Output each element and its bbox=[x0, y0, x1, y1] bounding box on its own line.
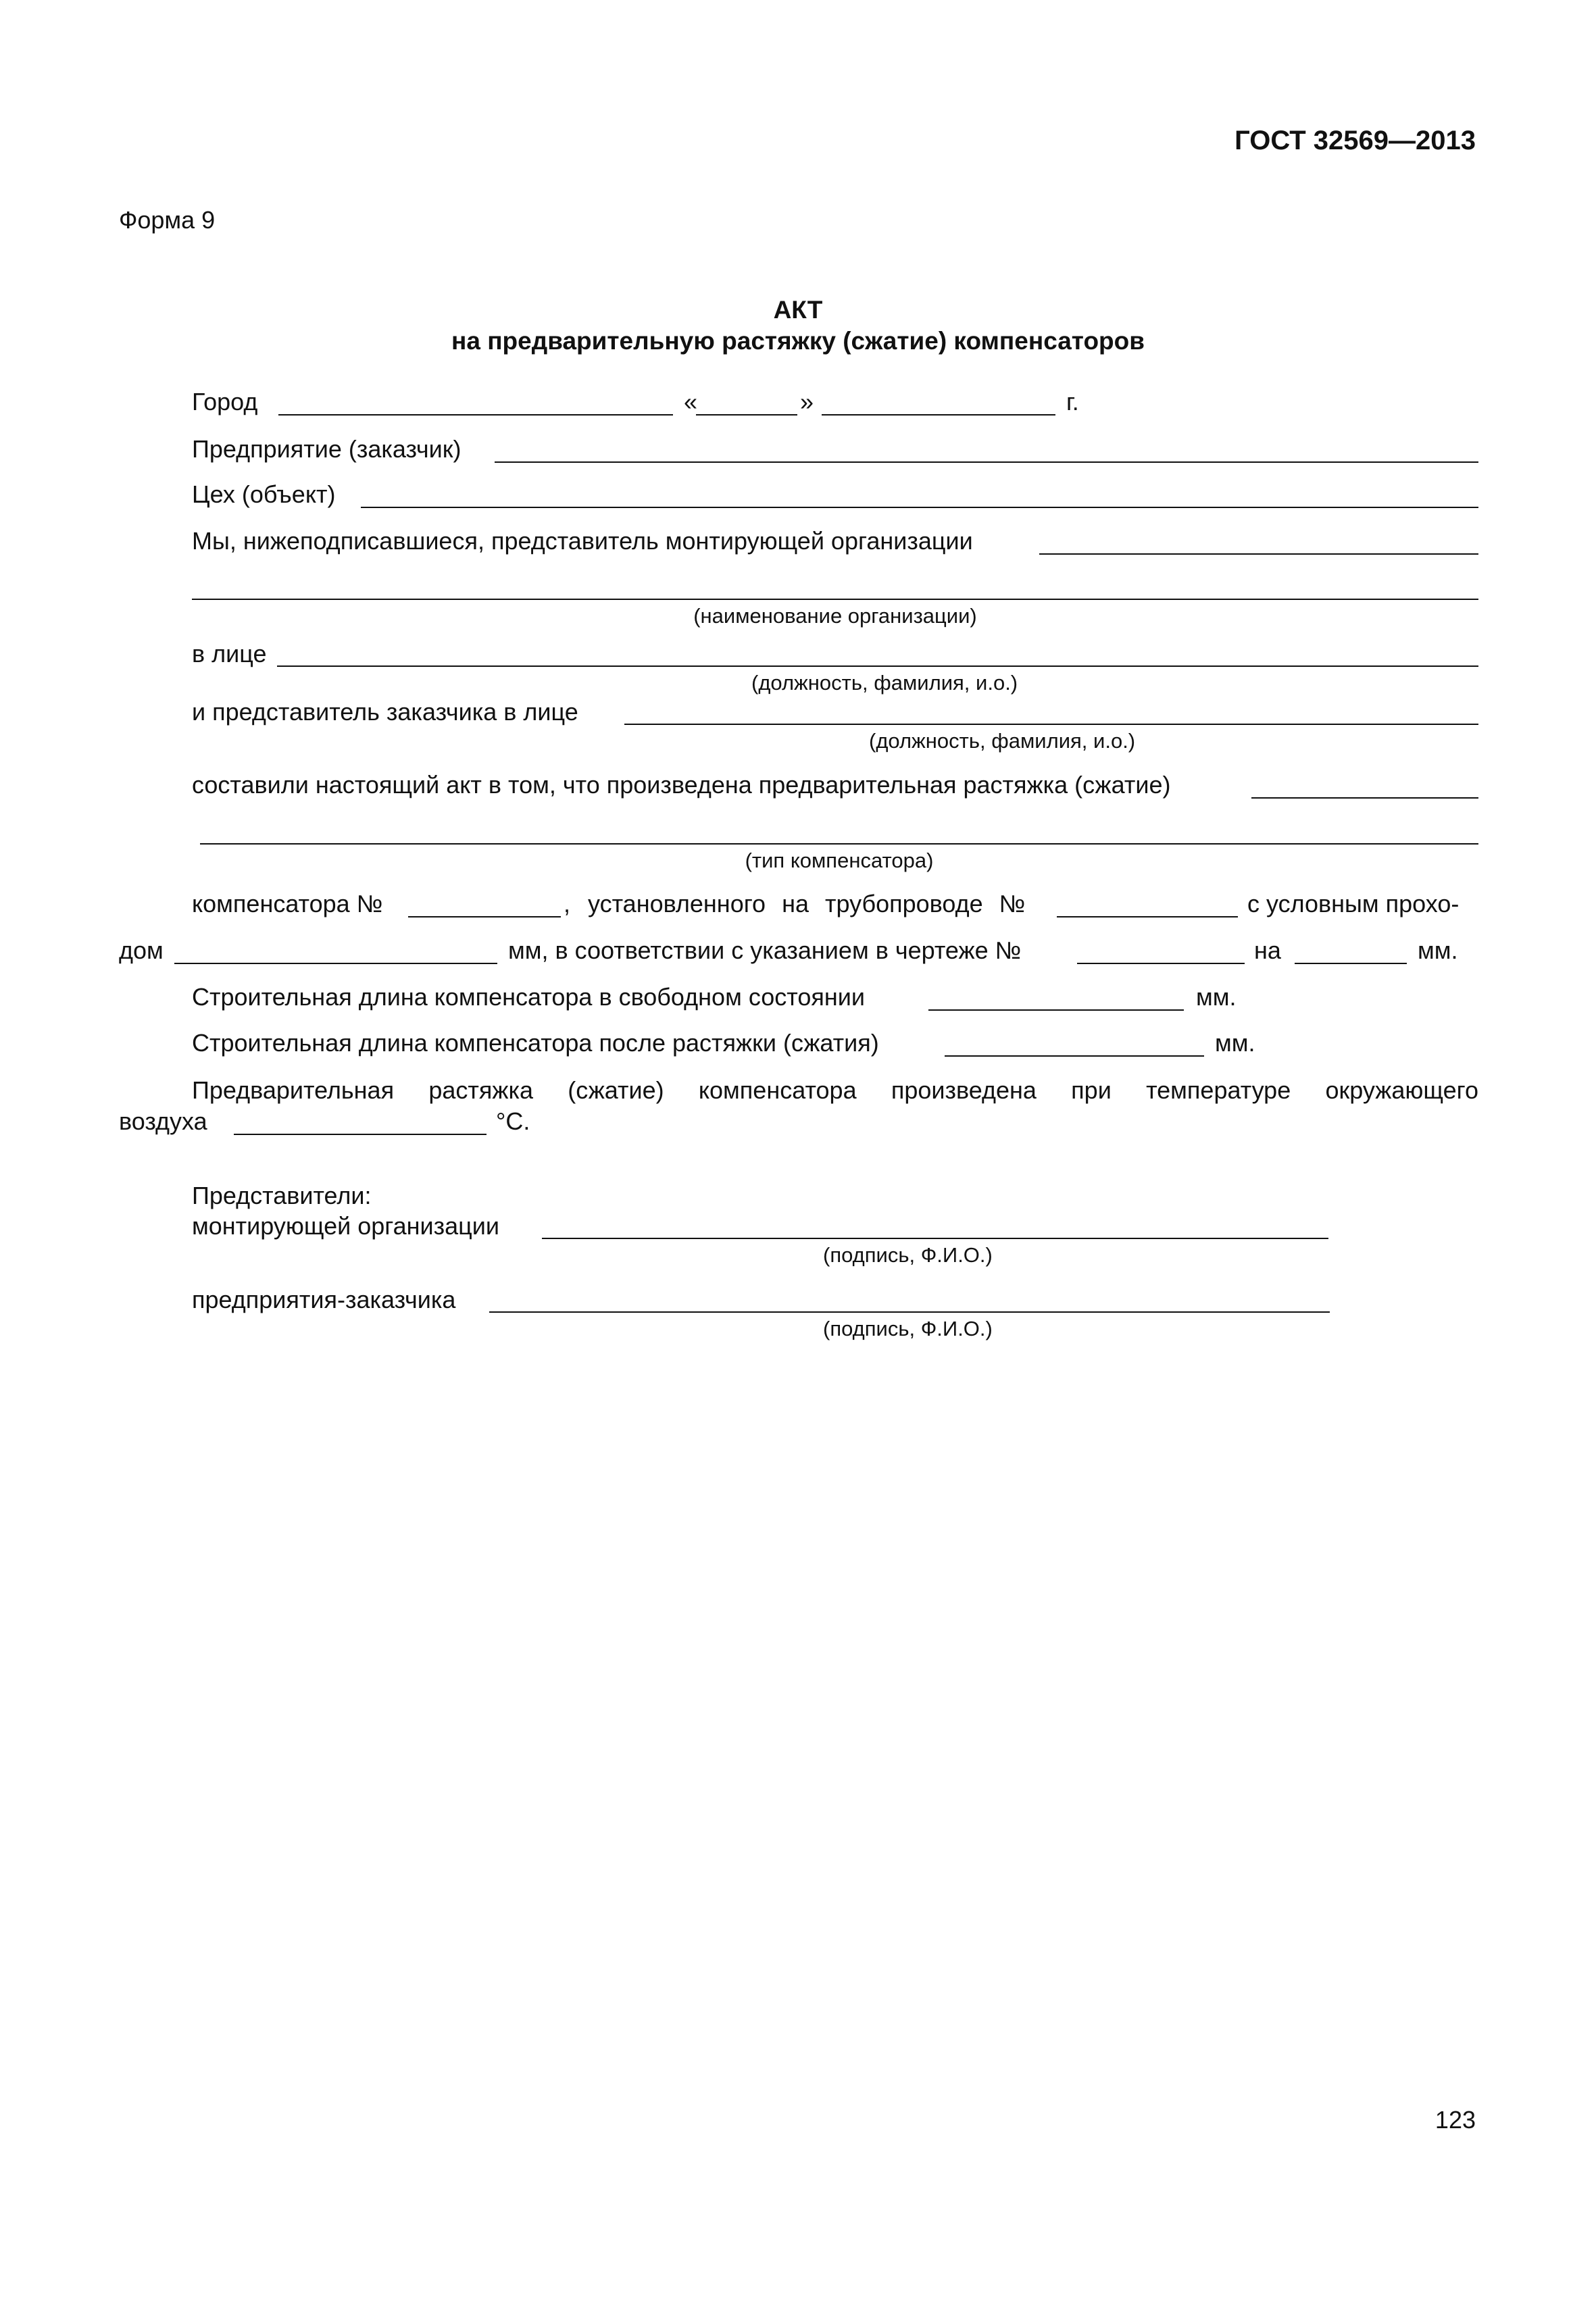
customer-signature-field[interactable] bbox=[489, 1311, 1330, 1313]
quote-close: » bbox=[800, 388, 814, 416]
enterprise-field[interactable] bbox=[495, 461, 1478, 463]
representatives-label: Представители: bbox=[192, 1182, 372, 1209]
installer-signature-field[interactable] bbox=[542, 1238, 1328, 1239]
position-caption: (должность, фамилия, и.о.) bbox=[751, 671, 1018, 695]
compensator-type-field[interactable] bbox=[200, 843, 1478, 845]
pre-stretch-text: Предварительная растяжка (сжатие) компенсатора произведена при температуре окружающего bbox=[192, 1076, 1478, 1104]
compiled-text: составили настоящий акт в том, что произведена предварительная растяжка (сжатие) bbox=[192, 771, 1171, 799]
installer-person-field[interactable] bbox=[277, 665, 1478, 667]
day-field[interactable] bbox=[696, 414, 797, 416]
year-suffix: г. bbox=[1066, 388, 1079, 416]
mm-label: мм. bbox=[1196, 983, 1237, 1011]
stretch-field-1[interactable] bbox=[1251, 797, 1478, 799]
mm-label: мм. bbox=[1418, 936, 1458, 964]
free-length-field[interactable] bbox=[928, 1009, 1184, 1011]
city-field[interactable] bbox=[278, 414, 673, 416]
compensator-no-label: компенсатора № bbox=[192, 890, 383, 917]
workshop-label: Цех (объект) bbox=[192, 480, 336, 508]
month-year-field[interactable] bbox=[822, 414, 1055, 416]
degc-label: °С. bbox=[496, 1107, 530, 1135]
nominal-bore-label: с условным прохо- bbox=[1247, 890, 1460, 917]
in-person-label: в лице bbox=[192, 640, 267, 668]
page-number: 123 bbox=[1435, 2106, 1476, 2134]
installer-org-field-1[interactable] bbox=[1039, 553, 1478, 555]
customer-rep-label: и представитель заказчика в лице bbox=[192, 698, 578, 726]
compensator-type-caption: (тип компенсатора) bbox=[745, 849, 934, 872]
workshop-field[interactable] bbox=[361, 507, 1478, 508]
after-length-label: Строительная длина компенсатора после растяжки (сжатия) bbox=[192, 1029, 879, 1057]
standard-number: ГОСТ 32569—2013 bbox=[1235, 126, 1476, 155]
pipeline-no-field[interactable] bbox=[1057, 916, 1238, 917]
mm-label: мм. bbox=[1215, 1029, 1255, 1057]
quote-open: « bbox=[684, 388, 698, 416]
customer-person-field[interactable] bbox=[624, 724, 1478, 725]
pipeline-label: установленного на трубопроводе № bbox=[588, 890, 1026, 917]
document-title: АКТ bbox=[773, 296, 823, 324]
drawing-no-field[interactable] bbox=[1077, 963, 1245, 964]
drawing-label: мм, в соответствии с указанием в чертеже № bbox=[508, 936, 1022, 964]
installer-sign-label: монтирующей организации bbox=[192, 1212, 499, 1240]
comma: , bbox=[564, 890, 571, 917]
installer-org-field-2[interactable] bbox=[192, 599, 1478, 600]
free-length-label: Строительная длина компенсатора в свободном состоянии bbox=[192, 983, 865, 1011]
nominal-bore-field[interactable] bbox=[174, 963, 497, 964]
dom-label: дом bbox=[119, 936, 164, 964]
form-label: Форма 9 bbox=[119, 206, 216, 234]
org-name-caption: (наименование организации) bbox=[693, 604, 977, 628]
undersigned-text: Мы, нижеподписавшиеся, представитель монтирующей организации bbox=[192, 527, 973, 555]
city-label: Город bbox=[192, 388, 258, 416]
position-caption: (должность, фамилия, и.о.) bbox=[869, 729, 1136, 753]
customer-sign-label: предприятия-заказчика bbox=[192, 1286, 456, 1313]
signature-caption: (подпись, Ф.И.О.) bbox=[823, 1317, 993, 1340]
air-label: воздуха bbox=[119, 1107, 207, 1135]
enterprise-label: Предприятие (заказчик) bbox=[192, 435, 462, 463]
compensator-no-field[interactable] bbox=[408, 916, 561, 917]
stretch-mm-field[interactable] bbox=[1295, 963, 1407, 964]
signature-caption: (подпись, Ф.И.О.) bbox=[823, 1243, 993, 1267]
document-subtitle: на предварительную растяжку (сжатие) компенсаторов bbox=[451, 327, 1145, 355]
na-label: на bbox=[1254, 936, 1281, 964]
temperature-field[interactable] bbox=[234, 1134, 487, 1135]
after-length-field[interactable] bbox=[945, 1055, 1204, 1057]
